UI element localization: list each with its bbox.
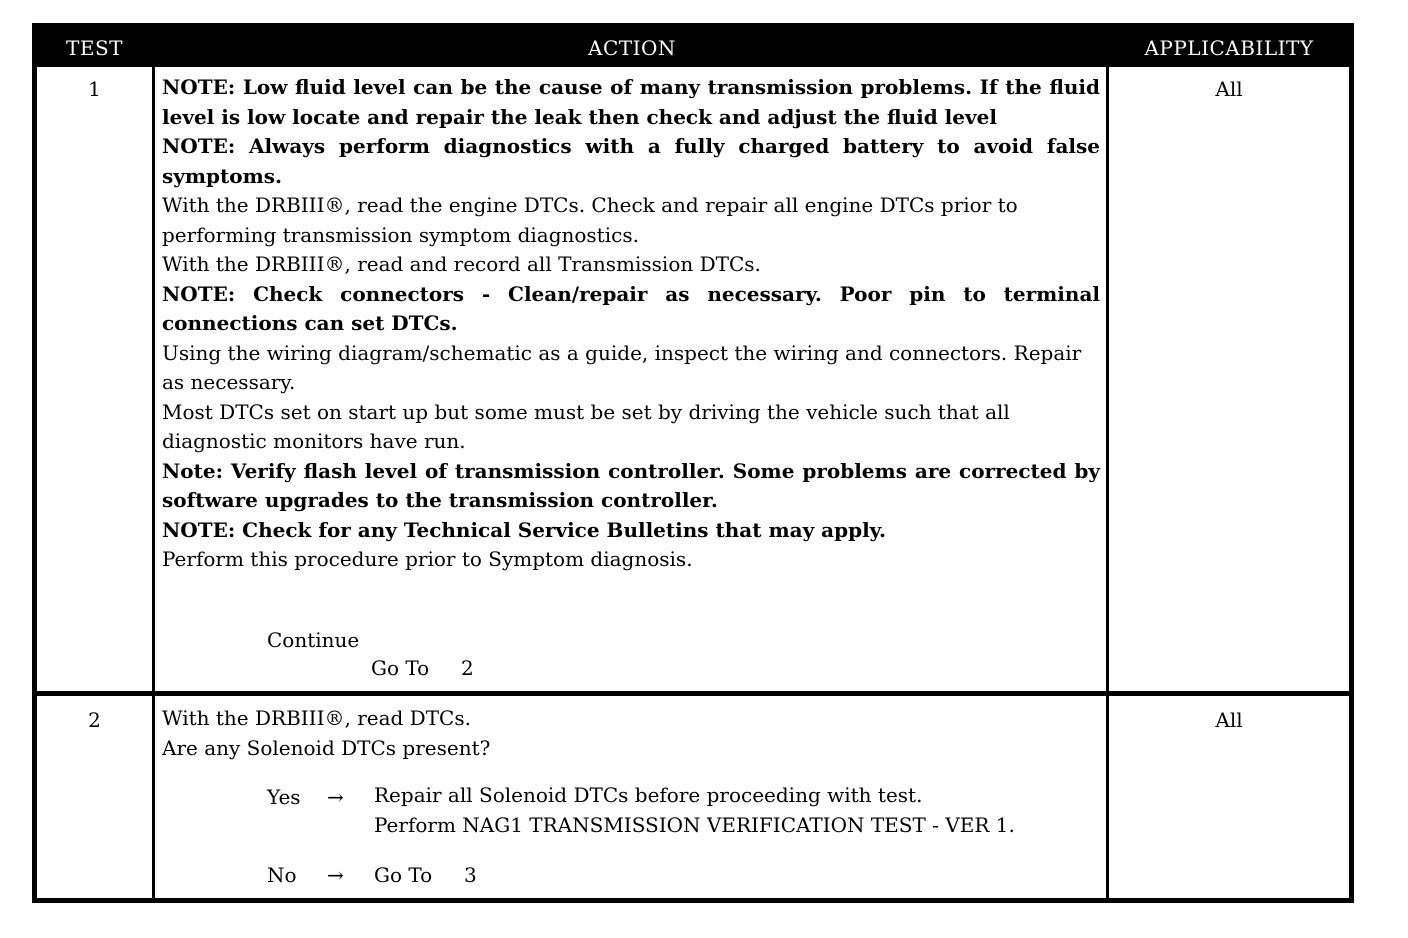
row1-note-flash-level: Note: Verify flash level of transmission controller. Some problems are corrected by software upgrades to the transmission controller. <box>162 458 1100 512</box>
table-header <box>37 28 1349 67</box>
header-applicability: APPLICABILITY <box>1144 36 1314 60</box>
row2-read-dtcs: With the DRBIII®, read DTCs. <box>162 706 471 730</box>
row2-no-goto-target[interactable]: 3 <box>464 863 477 887</box>
row2-action <box>162 704 1100 763</box>
row1-goto-target[interactable]: 2 <box>461 656 474 680</box>
column-divider <box>1106 67 1109 898</box>
row1-dtc-monitors: Most DTCs set on start up but some must be set by driving the vehicle such that all diagnostic monitors have run. <box>162 399 1010 453</box>
row1-continue-label: Continue <box>267 628 360 652</box>
diagnostic-table <box>32 23 1354 903</box>
row2-yes-repair: Repair all Solenoid DTCs before proceeding with test. <box>374 783 923 807</box>
row2-question: Are any Solenoid DTCs present? <box>162 735 491 760</box>
header-test: TEST <box>66 36 123 60</box>
header-action: ACTION <box>588 36 676 60</box>
row1-transmission-dtcs: With the DRBIII®, read and record all Transmission DTCs. <box>162 252 761 276</box>
row2-yes-arrow-icon: → <box>327 785 344 809</box>
row2-no-label: No <box>267 863 297 887</box>
row1-note-connectors: NOTE: Check connectors - Clean/repair as necessary. Poor pin to terminal connections can set DTCs. <box>162 281 1100 335</box>
row1-action <box>162 73 1100 575</box>
row2-test-number: 2 <box>88 708 101 732</box>
row1-perform-procedure: Perform this procedure prior to Symptom diagnosis. <box>162 547 693 571</box>
row1-note-tsb: NOTE: Check for any Technical Service Bulletins that may apply. <box>162 517 886 542</box>
row1-note-fluid-level: NOTE: Low fluid level can be the cause of many transmission problems. If the fluid level is low locate and repair the leak then check and adjust the fluid level <box>162 75 1100 129</box>
row2-no-arrow-icon: → <box>327 863 344 887</box>
row2-applicability: All <box>1215 708 1243 732</box>
row1-goto-label: Go To <box>371 656 430 680</box>
row1-note-battery: NOTE: Always perform diagnostics with a fully charged battery to avoid false symptoms. <box>162 134 1100 188</box>
row1-applicability: All <box>1215 77 1243 101</box>
row2-yes-label: Yes <box>267 785 301 809</box>
row2-yes-instructions <box>374 781 1015 840</box>
row2-yes-verification-test[interactable]: Perform NAG1 TRANSMISSION VERIFICATION TEST - VER 1. <box>374 812 1015 837</box>
row1-engine-dtcs: With the DRBIII®, read the engine DTCs. Check and repair all engine DTCs prior to performing transmission symptom diagnostics. <box>162 193 1018 247</box>
row1-wiring-inspection: Using the wiring diagram/schematic as a guide, inspect the wiring and connectors. Repair as necessary. <box>162 340 1082 394</box>
row2-no-goto-label: Go To <box>374 863 433 887</box>
row1-test-number: 1 <box>88 77 101 101</box>
row-divider <box>37 691 1349 696</box>
column-divider <box>152 67 155 898</box>
